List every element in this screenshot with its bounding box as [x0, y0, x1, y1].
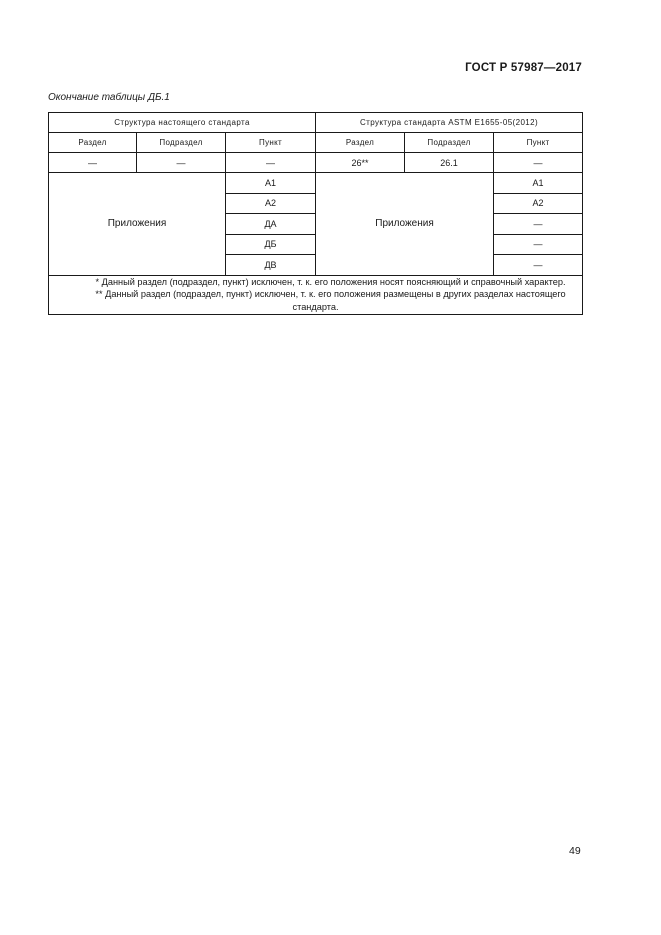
footnote: * Данный раздел (подраздел, пункт) исключен, т. к. его положения носят поясняющий и справочный характер.	[95, 276, 566, 287]
table-cell: —	[494, 153, 583, 173]
table-column-header-row	[49, 133, 583, 153]
group-header-this-standard: Структура настоящего стандарта	[49, 113, 316, 133]
column-header: Подраздел	[405, 133, 494, 153]
column-header: Подраздел	[137, 133, 226, 153]
table-cell: —	[494, 255, 583, 276]
table-cell: А1	[494, 173, 583, 194]
table-row	[49, 173, 583, 194]
table-row	[49, 153, 583, 173]
table-cell: —	[226, 153, 316, 173]
structure-comparison-table	[48, 112, 583, 315]
table-notes-row	[49, 275, 583, 314]
table-cell: ДА	[226, 214, 316, 235]
table-cell: А2	[226, 193, 316, 214]
table-cell: А1	[226, 173, 316, 194]
footnote: ** Данный раздел (подраздел, пункт) исключен, т. к. его положения размещены в других разделах настоящего стандарта.	[95, 289, 566, 313]
table-cell: А2	[494, 193, 583, 214]
table-cell: —	[49, 153, 137, 173]
column-header: Раздел	[49, 133, 137, 153]
table-cell: 26**	[316, 153, 405, 173]
table-cell: —	[494, 214, 583, 235]
table-cell: 26.1	[405, 153, 494, 173]
table-cell: —	[137, 153, 226, 173]
table-footnotes	[49, 275, 583, 314]
column-header: Пункт	[494, 133, 583, 153]
table-caption: Окончание таблицы ДБ.1	[48, 92, 170, 103]
table-cell: —	[494, 234, 583, 255]
appendix-label-left: Приложения	[49, 173, 226, 276]
appendix-label-right: Приложения	[316, 173, 494, 276]
column-header: Пункт	[226, 133, 316, 153]
column-header: Раздел	[316, 133, 405, 153]
group-header-astm-standard: Структура стандарта ASTM E1655-05(2012)	[316, 113, 583, 133]
table-cell: ДБ	[226, 234, 316, 255]
table-cell: ДВ	[226, 255, 316, 276]
table-group-header-row	[49, 113, 583, 133]
page-number: 49	[569, 845, 581, 857]
document-code: ГОСТ Р 57987—2017	[465, 62, 582, 74]
